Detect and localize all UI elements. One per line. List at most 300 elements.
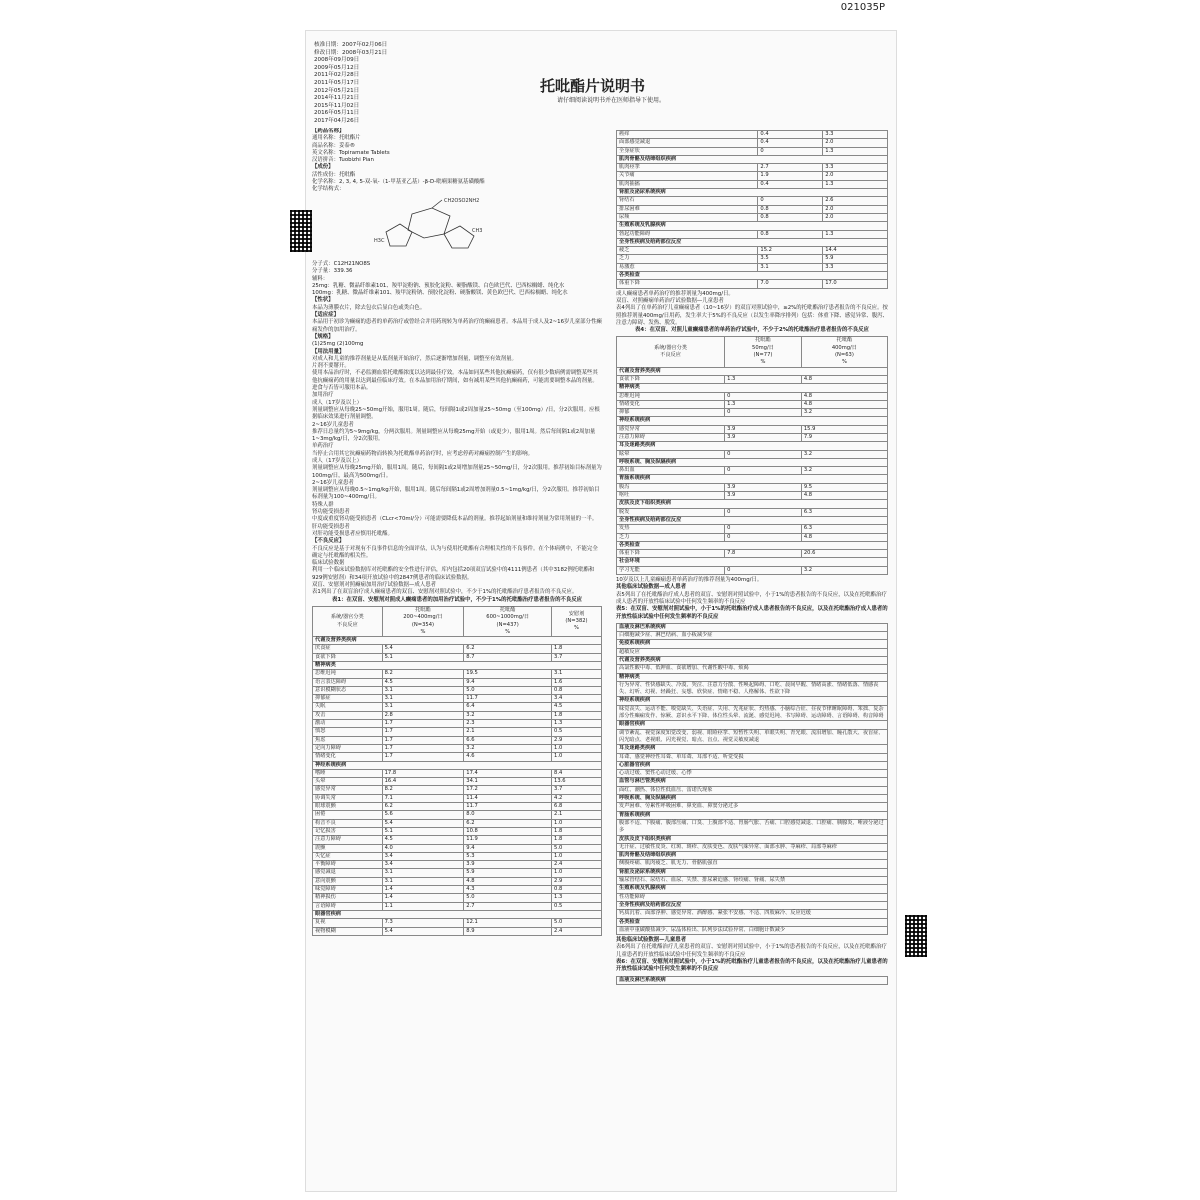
table-cell: 2.4: [552, 861, 602, 869]
table-cell: 3.2: [464, 711, 552, 719]
table-cell: 协调失常: [313, 794, 383, 802]
table-group-cell: 精神病类: [313, 662, 602, 670]
table-cell: 0: [758, 197, 823, 205]
table-cell: 0.5: [552, 728, 602, 736]
table-header-cell: 系统/器官分类 不良反应: [313, 606, 383, 636]
table-cell: 0.4: [758, 180, 823, 188]
table-header-cell: 托吡酯 50mg/日 (N=77) %: [725, 337, 802, 367]
table-cell: 17.4: [464, 769, 552, 777]
table-cell: 2.3: [464, 720, 552, 728]
table-row: [617, 205, 888, 213]
table-cell: 心动过缓、窦性心动过缓、心悸: [617, 770, 888, 778]
table-cell: 发热: [617, 525, 725, 533]
formula-lines: [312, 261, 602, 297]
adverse-reaction-line: 利用一个临床试验数据库对托吡酯的安全性进行评估，库内包括20项双盲试验中的4111例患者（其中3182例托吡酯和929例安慰剂）和34项开放试验中的2847例患者的临床试验数据。: [312, 567, 595, 581]
drug-name-line: 汉语拼音：Tuobizhi Pian: [312, 157, 374, 164]
table-cell: 1.3: [823, 180, 888, 188]
table-row: [617, 392, 888, 400]
table-cell: 9.5: [801, 483, 887, 491]
table-row: [617, 475, 888, 483]
table-row: [617, 230, 888, 238]
table-cell: 1.3: [823, 230, 888, 238]
table-cell: 3.9: [725, 425, 802, 433]
table4-adverse-reactions-pediatric: [616, 336, 888, 575]
other-adult-intro: 表5列出了在托吡酯治疗成人患者的双盲、安慰剂对照试验中，小于1%的患者报告的不良反应，以及在托吡酯治疗成人患者的开放性临床试验中任何发生频率的不良反应: [616, 591, 887, 605]
table-cell: 1.0: [552, 744, 602, 752]
document-code: 021035P: [840, 2, 885, 13]
barcode-right: [905, 915, 927, 957]
table-row: [313, 662, 602, 670]
table-row: [617, 139, 888, 147]
table-row: [617, 222, 888, 230]
usage-line: 成人（17岁及以上）: [312, 457, 362, 464]
table-cell: 关节痛: [617, 172, 758, 180]
table-cell: 0: [725, 525, 802, 533]
table-row: [617, 550, 888, 558]
table-cell: 3.1: [382, 703, 464, 711]
table-cell: 17.0: [823, 280, 888, 288]
table-cell: 3.2: [801, 566, 887, 574]
table-cell: 7.9: [801, 433, 887, 441]
table-header-cell: 托吡酯 600~1000mg/日 (N=437) %: [464, 606, 552, 636]
table-cell: 3.1: [382, 869, 464, 877]
table-cell: 4.8: [801, 533, 887, 541]
table-group-cell: 呼吸系统、胸及纵隔疾病: [617, 458, 888, 466]
usage-line: 2~16岁儿童患者: [312, 421, 354, 428]
table-group-cell: 各类检查: [617, 541, 888, 549]
composition-line: 化学名称：2, 3, 4, 5-双-氧-（1-甲基亚乙基）-β-D-吡喃果糖氨基磺酸酯: [312, 179, 485, 186]
table-row: [313, 852, 602, 860]
table-row: [617, 483, 888, 491]
table-cell: 8.0: [464, 811, 552, 819]
table1-continued: [616, 130, 888, 289]
table-row: [313, 728, 602, 736]
table-cell: 6.2: [382, 803, 464, 811]
table-cell: 8.2: [382, 670, 464, 678]
table-row: [313, 886, 602, 894]
table-cell: 震颤: [313, 844, 383, 852]
table-cell: 0: [725, 508, 802, 516]
approval-date-line: 2011年02月28日: [314, 72, 360, 79]
section-indication: 【适应症】: [312, 312, 339, 319]
table-cell: 高氯性酸中毒、低钾血、食欲增加、代谢性酸中毒、烦渴: [617, 665, 888, 673]
table-cell: 呕吐: [617, 492, 725, 500]
table-cell: 1.9: [758, 172, 823, 180]
drug-name-line: 英文名称：Topiramate Tablets: [312, 149, 390, 156]
table-cell: 发声困难、劳累性呼吸困难、鼻充血、鼻窦分泌过多: [617, 803, 888, 811]
chemical-structure-image: [372, 196, 492, 256]
table-row: [313, 894, 602, 902]
barcode-left: [290, 210, 312, 252]
table-cell: 6.3: [801, 508, 887, 516]
other-adult-header: 其他临床试验数据—成人患者: [616, 584, 687, 591]
table-cell: 3.2: [801, 409, 887, 417]
table-cell: 0: [725, 450, 802, 458]
table-row: [313, 678, 602, 686]
table-cell: 4.6: [464, 753, 552, 761]
table-row: [617, 375, 888, 383]
table-cell: 10.8: [464, 827, 552, 835]
table-cell: 记忆损害: [313, 827, 383, 835]
table-row: [313, 861, 602, 869]
table-row: [617, 384, 888, 392]
table-cell: 2.0: [823, 139, 888, 147]
table-cell: 5.1: [382, 827, 464, 835]
table-cell: 腹泻: [617, 483, 725, 491]
table-cell: 语言表达障碍: [313, 678, 383, 686]
table-group-cell: 生殖系统及乳腺疾病: [617, 885, 888, 893]
table-row: [617, 835, 888, 843]
table-cell: 6.3: [801, 525, 887, 533]
table-cell: 疲乏: [617, 247, 758, 255]
table-row: [617, 164, 888, 172]
approval-date-line: 核准日期：2007年02月06日: [314, 42, 388, 48]
table-cell: 6.4: [464, 703, 552, 711]
table-row: [617, 516, 888, 524]
other-ped-intro: 表6列出了在托吡酯治疗儿童患者的双盲、安慰剂对照试验中，小于1%的患者报告的不良反应，以及在托吡酯治疗儿童患者的开放性临床试验中任何发生频率的不良反应: [616, 944, 887, 958]
table-group-cell: 精神病类: [617, 384, 888, 392]
table-cell: 困倦: [313, 811, 383, 819]
table-cell: 脱发: [617, 508, 725, 516]
table-cell: 6.6: [464, 736, 552, 744]
table-group-cell: 全身性疾病及给药部位反应: [617, 238, 888, 246]
table-row: [313, 927, 602, 935]
usage-line: 特殊人群: [312, 501, 334, 508]
table-cell: 3.1: [382, 877, 464, 885]
drug-names: [312, 135, 602, 164]
table-cell: 5.0: [552, 844, 602, 852]
adverse-reaction-lines: [312, 546, 602, 597]
table-cell: 5.0: [552, 919, 602, 927]
table-cell: 思维迟钝: [313, 670, 383, 678]
table-row: [617, 761, 888, 769]
table-cell: 1.8: [552, 645, 602, 653]
usage-line: 推荐日总量约为5~9mg/kg，分两次服用。剂量调整应从每晚25mg开始（或更少），服用1周。然后每间隔1或2周加量1~3mg/kg/日，分2次服用。: [312, 428, 596, 443]
table-cell: 3.1: [382, 695, 464, 703]
section-drug-name: 【药品名称】: [312, 128, 345, 134]
table-header-cell: 托吡酯 400mg/日 (N=63) %: [801, 337, 887, 367]
table-row: [617, 280, 888, 288]
table-cell: 面部感觉减退: [617, 139, 758, 147]
formula-line: 100mg：乳糖、微晶纤维素101、羧甲淀粉钠、预胶化淀粉、硬脂酸镁、黄色欧巴代、巴西棕榈蜡、纯化水: [312, 290, 568, 297]
table-row: [313, 703, 602, 711]
table-row: [617, 786, 888, 794]
usage-line: 剂量调整应从每晚25mg开始，服用1周。随后，每间隔1或2周增加剂量25~50mg/日，分2次服用。推荐初始目标剂量为100mg/日，最高为500mg/日。: [312, 465, 602, 479]
table-cell: 1.7: [382, 728, 464, 736]
table-cell: 输尿管结石、尿结石、血尿、失禁、排尿紧迫感、肾绞痛、肾痛、尿失禁: [617, 877, 888, 885]
table-cell: 血液中重碳酸盐减少、尿晶体检出、队列步法试验异常、白细胞计数减少: [617, 926, 888, 934]
approval-date-line: 2014年11月21日: [314, 95, 360, 102]
table-group-cell: 皮肤及皮下组织类疾病: [617, 500, 888, 508]
adverse-reaction-line: 临床试验数据: [312, 560, 345, 567]
table-cell: 1.8: [552, 827, 602, 835]
table-row: [313, 736, 602, 744]
table-row: [617, 918, 888, 926]
table-cell: 2.0: [823, 213, 888, 221]
table-cell: 3.2: [801, 450, 887, 458]
table-group-cell: 胃肠系统疾病: [617, 475, 888, 483]
table-row: [313, 811, 602, 819]
table-row: [617, 893, 888, 901]
table-header-cell: 系统/器官分类 不良反应: [617, 337, 725, 367]
table-cell: 2.9: [552, 877, 602, 885]
table-cell: 视物模糊: [313, 927, 383, 935]
table-cell: 失忆症: [313, 852, 383, 860]
table-cell: 4.8: [801, 400, 887, 408]
table-cell: 感觉减退: [313, 869, 383, 877]
table-group-cell: 生殖系统及乳腺疾病: [617, 222, 888, 230]
table-cell: 0.5: [552, 902, 602, 910]
table-group-cell: 社会环境: [617, 558, 888, 566]
table-cell: 愤怒: [313, 728, 383, 736]
table-cell: 肾结石: [617, 197, 758, 205]
table-cell: 4.0: [382, 844, 464, 852]
table-group-cell: 肾脏及泌尿系统疾病: [617, 189, 888, 197]
table-cell: 17.2: [464, 786, 552, 794]
table-cell: 0.8: [758, 230, 823, 238]
table-cell: 1.4: [382, 894, 464, 902]
table-cell: 意向震颤: [313, 877, 383, 885]
table-row: [617, 632, 888, 640]
table-cell: 4.8: [801, 392, 887, 400]
table-group-cell: 代谢及营养类疾病: [313, 637, 602, 645]
table-cell: 情绪变化: [313, 753, 383, 761]
table-cell: 0.8: [552, 686, 602, 694]
table-row: [617, 843, 888, 851]
table-row: [617, 533, 888, 541]
table-row: [617, 657, 888, 665]
table-cell: 1.0: [552, 869, 602, 877]
table-cell: 2.0: [823, 205, 888, 213]
table-row: [617, 877, 888, 885]
table-row: [313, 803, 602, 811]
formula-line: 辅料：: [312, 275, 329, 282]
table-row: [313, 910, 602, 918]
table-cell: 3.1: [382, 686, 464, 694]
usage-line: 当停止合用其它抗癫痫药物而转换为托吡酯单药治疗时，应考虑停药对癫痫控制产生的影响。: [312, 450, 534, 457]
table-row: [617, 197, 888, 205]
table-group-cell: 神经系统疾病: [617, 417, 888, 425]
usage-line: 对肝功能受损患者应慎用托吡酯。: [312, 530, 393, 537]
table6-first-group: 血液及淋巴系统疾病: [617, 976, 888, 984]
table-row: [617, 795, 888, 803]
table-cell: 2.7: [464, 902, 552, 910]
table-row: [617, 697, 888, 705]
table-cell: 眼球震颤: [313, 803, 383, 811]
left-column: [312, 128, 602, 938]
table-cell: 3.9: [725, 492, 802, 500]
table-group-cell: 肌肉骨骼及结缔组织疾病: [617, 852, 888, 860]
composition-lines: [312, 172, 602, 194]
table-cell: 1.7: [382, 736, 464, 744]
table-cell: 易激惹: [617, 263, 758, 271]
table-row: [313, 711, 602, 719]
table-group-cell: 皮肤及皮下组织类疾病: [617, 835, 888, 843]
table-cell: 乏力: [617, 533, 725, 541]
table-row: [617, 450, 888, 458]
usage-line: 成人（17岁及以上）: [312, 399, 362, 406]
svg-text:H3C: H3C: [374, 237, 385, 244]
table-cell: 0.8: [552, 886, 602, 894]
pediatric-line: 表4列出了在单药治疗儿童癫痫患者（10~16岁）的双盲对照试验中，≥2%的托吡酯治疗患者报告的不良反应。按照推荐剂量400mg/日用药，发生率大于5%的不良反应（以发生率降序排列）包括：体重下降、感觉异常、腹泻、注意力障碍、发热、脱发。: [616, 305, 888, 326]
table-row: [617, 910, 888, 918]
table-cell: 平衡障碍: [313, 861, 383, 869]
table-cell: 学习无能: [617, 566, 725, 574]
table-cell: 17.8: [382, 769, 464, 777]
table-cell: 2.6: [823, 197, 888, 205]
table-cell: 4.2: [552, 794, 602, 802]
usage-line: 肝功能受损患者: [312, 523, 350, 530]
table-group-cell: 全身性疾病及给药部位反应: [617, 516, 888, 524]
table-row: [617, 803, 888, 811]
table-cell: 3.4: [382, 861, 464, 869]
approval-date-line: 2012年05月21日: [314, 87, 360, 94]
table-row: [617, 868, 888, 876]
adverse-reaction-line: 表1列出了在双盲治疗成人癫痫患者的双盲、安慰剂对照试验中，不少于1%的托吡酯治疗患者报告的不良反应。: [312, 589, 578, 596]
table-cell: 3.1: [758, 263, 823, 271]
table-cell: 8.9: [464, 927, 552, 935]
table-cell: 1.3: [552, 720, 602, 728]
svg-text:CH2OSO2NH2: CH2OSO2NH2: [444, 197, 480, 204]
table-cell: 1.0: [552, 753, 602, 761]
approval-date-line: 2009年05月12日: [314, 64, 360, 71]
table-cell: 鼻出血: [617, 467, 725, 475]
table-cell: 1.3: [552, 894, 602, 902]
table-cell: 思维迟钝: [617, 392, 725, 400]
table-cell: 调节紊乱、视觉深度知觉改变、弱视、眼睑痉挛、短暂性失明、单眼失明、青光眼、流泪增加、瞳孔散大、夜盲症、闪光暗点、老视眼、闪光视觉、暗点、盲点、视觉灵敏度减退: [617, 729, 888, 745]
table-row: [617, 189, 888, 197]
table-row: [313, 827, 602, 835]
approval-date-line: 修改日期：2008年03月21日: [314, 49, 388, 56]
table-row: [617, 155, 888, 163]
table-row: [617, 778, 888, 786]
table-row: [617, 213, 888, 221]
table-row: [617, 926, 888, 934]
table-group-cell: 神经系统疾病: [617, 697, 888, 705]
table-cell: 3.5: [758, 255, 823, 263]
table-group-cell: 肌肉骨骼及结缔组织疾病: [617, 155, 888, 163]
usage-line: 片剂不要掰开。: [312, 363, 350, 370]
table-cell: 9.4: [464, 844, 552, 852]
table-cell: 6.8: [552, 803, 602, 811]
section-adverse-reactions: 【不良反应】: [312, 538, 345, 545]
table-cell: 言语障碍: [313, 902, 383, 910]
table4-title: 表4：在双盲、对照儿童癫痫患者的单药治疗试验中，不少于2%的托吡酯治疗患者报告的不良反应: [635, 327, 869, 334]
table-cell: 肌肉抽搐: [617, 180, 758, 188]
table-cell: 1.0: [552, 852, 602, 860]
table-cell: 攻击: [313, 711, 383, 719]
table-row: [313, 902, 602, 910]
table-cell: 无汗症、过敏性皮炎、红斑、斑疹、皮肤变色、皮肤气味异常、面部水肿、荨麻疹、局部荨麻疹: [617, 843, 888, 851]
table-cell: 13.6: [552, 778, 602, 786]
table-row: [617, 665, 888, 673]
table-row: [617, 648, 888, 656]
table-group-cell: 胃肠系统疾病: [617, 811, 888, 819]
table-group-cell: 血管与淋巴管类疾病: [617, 778, 888, 786]
table-row: [617, 901, 888, 909]
table-cell: 5.1: [382, 653, 464, 661]
table5-rare-adverse-reactions: [616, 623, 888, 935]
table-cell: 体重下降: [617, 280, 758, 288]
table-cell: 精神损伤: [313, 894, 383, 902]
table-cell: 8.2: [382, 786, 464, 794]
table-row: [617, 681, 888, 697]
usage-line: 中度或重度肾功能受损患者（CLcr<70ml/分）可能需要降低本品的剂量。推荐起始剂量和维持剂量为常用剂量的一半。: [312, 516, 598, 523]
table-cell: 定向力障碍: [313, 744, 383, 752]
table-row: [617, 409, 888, 417]
table-row: [617, 147, 888, 155]
table-cell: 3.7: [552, 786, 602, 794]
table-cell: 钙质沉着、面部浮肿、感觉异常、酒醉感、紧张不安感、不适、四肢麻冷、反应迟缓: [617, 910, 888, 918]
table-row: [617, 885, 888, 893]
indication-text: 本品用于初诊为癫痫的患者的单药治疗或曾经合并用药现转为单药治疗的癫痫患者。本品用于成人及2~16岁儿童部分性癫痫发作的加用治疗。: [312, 319, 602, 333]
table-cell: 侧腹疼痛、肌肉疲乏、肌无力、骨骼肌强直: [617, 860, 888, 868]
table-row: [617, 673, 888, 681]
table-row: [313, 836, 602, 844]
approval-date-line: 2015年11月02日: [314, 102, 360, 109]
table-cell: 0: [758, 147, 823, 155]
table-cell: 11.9: [464, 836, 552, 844]
spec-text: (1)25mg (2)100mg: [312, 341, 364, 348]
table-cell: 1.3: [823, 147, 888, 155]
table-cell: 9.4: [464, 678, 552, 686]
table-cell: 0.8: [758, 213, 823, 221]
usage-lines: [312, 356, 602, 538]
table-cell: 8.7: [464, 653, 552, 661]
table-cell: 5.3: [464, 852, 552, 860]
table-cell: 全身症状: [617, 147, 758, 155]
table-cell: 1.7: [382, 744, 464, 752]
table-cell: 2.1: [552, 811, 602, 819]
table-cell: 4.5: [382, 678, 464, 686]
other-ped-header: 其他临床试验数据—儿童患者: [616, 937, 687, 944]
table-cell: 嗜睡: [313, 769, 383, 777]
table-row: [617, 442, 888, 450]
table-row: [617, 255, 888, 263]
table-cell: 2.0: [823, 172, 888, 180]
table-group-cell: 呼吸系统、胸及纵隔疾病: [617, 795, 888, 803]
table6: [616, 976, 888, 985]
table-group-cell: 代谢及营养类疾病: [617, 367, 888, 375]
table-row: [617, 467, 888, 475]
table-row: [617, 566, 888, 574]
table-row: [617, 238, 888, 246]
table-row: [617, 811, 888, 819]
table-cell: 感觉异常: [313, 786, 383, 794]
drug-name-line: 商品名称：妥泰®: [312, 142, 356, 149]
table-group-cell: 全身性疾病及给药部位反应: [617, 901, 888, 909]
approval-dates: [314, 42, 387, 126]
table-cell: 0: [725, 533, 802, 541]
table-cell: 失眠: [313, 703, 383, 711]
table-cell: 抑郁: [617, 409, 725, 417]
table-cell: 7.8: [725, 550, 802, 558]
table-row: [313, 819, 602, 827]
table-cell: 头晕: [313, 778, 383, 786]
table-row: [617, 180, 888, 188]
table-cell: 7.1: [382, 794, 464, 802]
table-cell: 1.6: [552, 678, 602, 686]
table-cell: 11.7: [464, 695, 552, 703]
table-row: [313, 744, 602, 752]
table-cell: 乏力: [617, 255, 758, 263]
approval-date-line: 2016年05月11日: [314, 110, 360, 117]
table-row: [617, 541, 888, 549]
table-cell: 2.9: [552, 736, 602, 744]
table-row: [617, 860, 888, 868]
composition-line: 化学结构式：: [312, 186, 345, 193]
table-cell: 5.9: [823, 255, 888, 263]
